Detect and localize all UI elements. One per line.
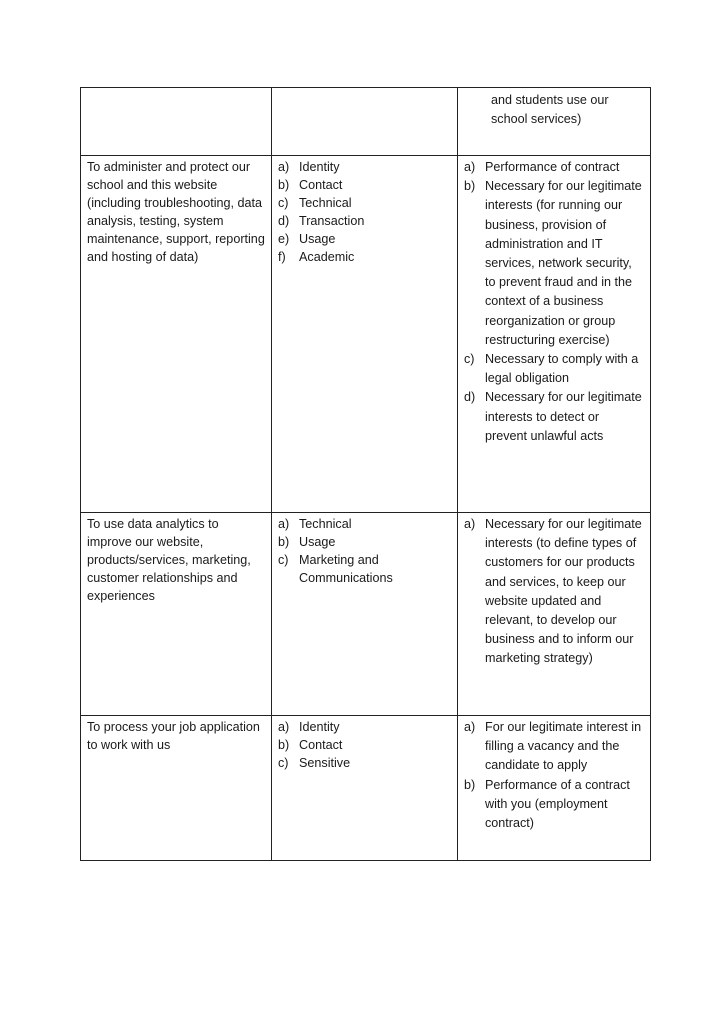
data-type-cell bbox=[272, 156, 458, 513]
list-item: d) Transaction bbox=[278, 214, 365, 228]
data-processing-table bbox=[80, 87, 651, 861]
list-item: c) Marketing and Communications bbox=[278, 553, 393, 585]
list-item: b) Usage bbox=[278, 535, 336, 549]
data-type-cell bbox=[272, 716, 458, 861]
list-item: a) Identity bbox=[278, 160, 340, 174]
data-type-list bbox=[278, 515, 451, 587]
list-item: b) Contact bbox=[278, 738, 343, 752]
lawful-basis-cell bbox=[458, 156, 651, 513]
table-row bbox=[81, 716, 651, 861]
lawful-basis-cell bbox=[458, 513, 651, 716]
list-item: a) For our legitimate interest in filling a vacancy and the candidate to apply bbox=[464, 720, 642, 773]
list-item: a) Technical bbox=[278, 517, 352, 531]
purpose-cell: To use data analytics to improve our website, products/services, marketing, customer relationships and experiences bbox=[81, 513, 272, 716]
lawful-basis-list bbox=[464, 158, 644, 446]
table-row bbox=[81, 513, 651, 716]
list-item: b) Contact bbox=[278, 178, 343, 192]
lawful-basis-list bbox=[464, 515, 644, 669]
list-item: e) Usage bbox=[278, 232, 336, 246]
data-type-list bbox=[278, 158, 451, 266]
list-item: a) Identity bbox=[278, 720, 340, 734]
purpose-cell bbox=[81, 88, 272, 156]
list-item: c) Sensitive bbox=[278, 756, 351, 770]
purpose-cell: To administer and protect our school and this website (including troubleshooting, data analysis, testing, system maintenance, support, reporting and hosting of data) bbox=[81, 156, 272, 513]
lawful-basis-cell bbox=[458, 716, 651, 861]
data-type-cell bbox=[272, 88, 458, 156]
list-item: d) Necessary for our legitimate interests to detect or prevent unlawful acts bbox=[464, 390, 642, 443]
lawful-basis-list bbox=[464, 718, 644, 833]
purpose-cell: To process your job application to work with us bbox=[81, 716, 272, 861]
list-item: c) Technical bbox=[278, 196, 352, 210]
list-item: f) Academic bbox=[278, 250, 355, 264]
list-item: b) Performance of a contract with you (employment contract) bbox=[464, 777, 630, 831]
data-type-list bbox=[278, 718, 451, 772]
lawful-basis-continuation: and students use our school services) bbox=[491, 93, 609, 127]
lawful-basis-cell bbox=[458, 88, 651, 156]
table-row bbox=[81, 156, 651, 513]
data-type-cell bbox=[272, 513, 458, 716]
list-item: c) Necessary to comply with a legal obligation bbox=[464, 352, 639, 386]
table-row bbox=[81, 88, 651, 156]
list-item: a) Necessary for our legitimate interests (to define types of customers for our products and services, to keep our website updated and relevant, to develop our business and to inform our marketing strategy) bbox=[464, 517, 642, 666]
list-item: a) Performance of contract bbox=[464, 160, 620, 174]
list-item: b) Necessary for our legitimate interests (for running our business, provision of administration and IT services, network security, to prevent fraud and in the context of a business reorganization or group restructuring exercise) bbox=[464, 179, 642, 347]
